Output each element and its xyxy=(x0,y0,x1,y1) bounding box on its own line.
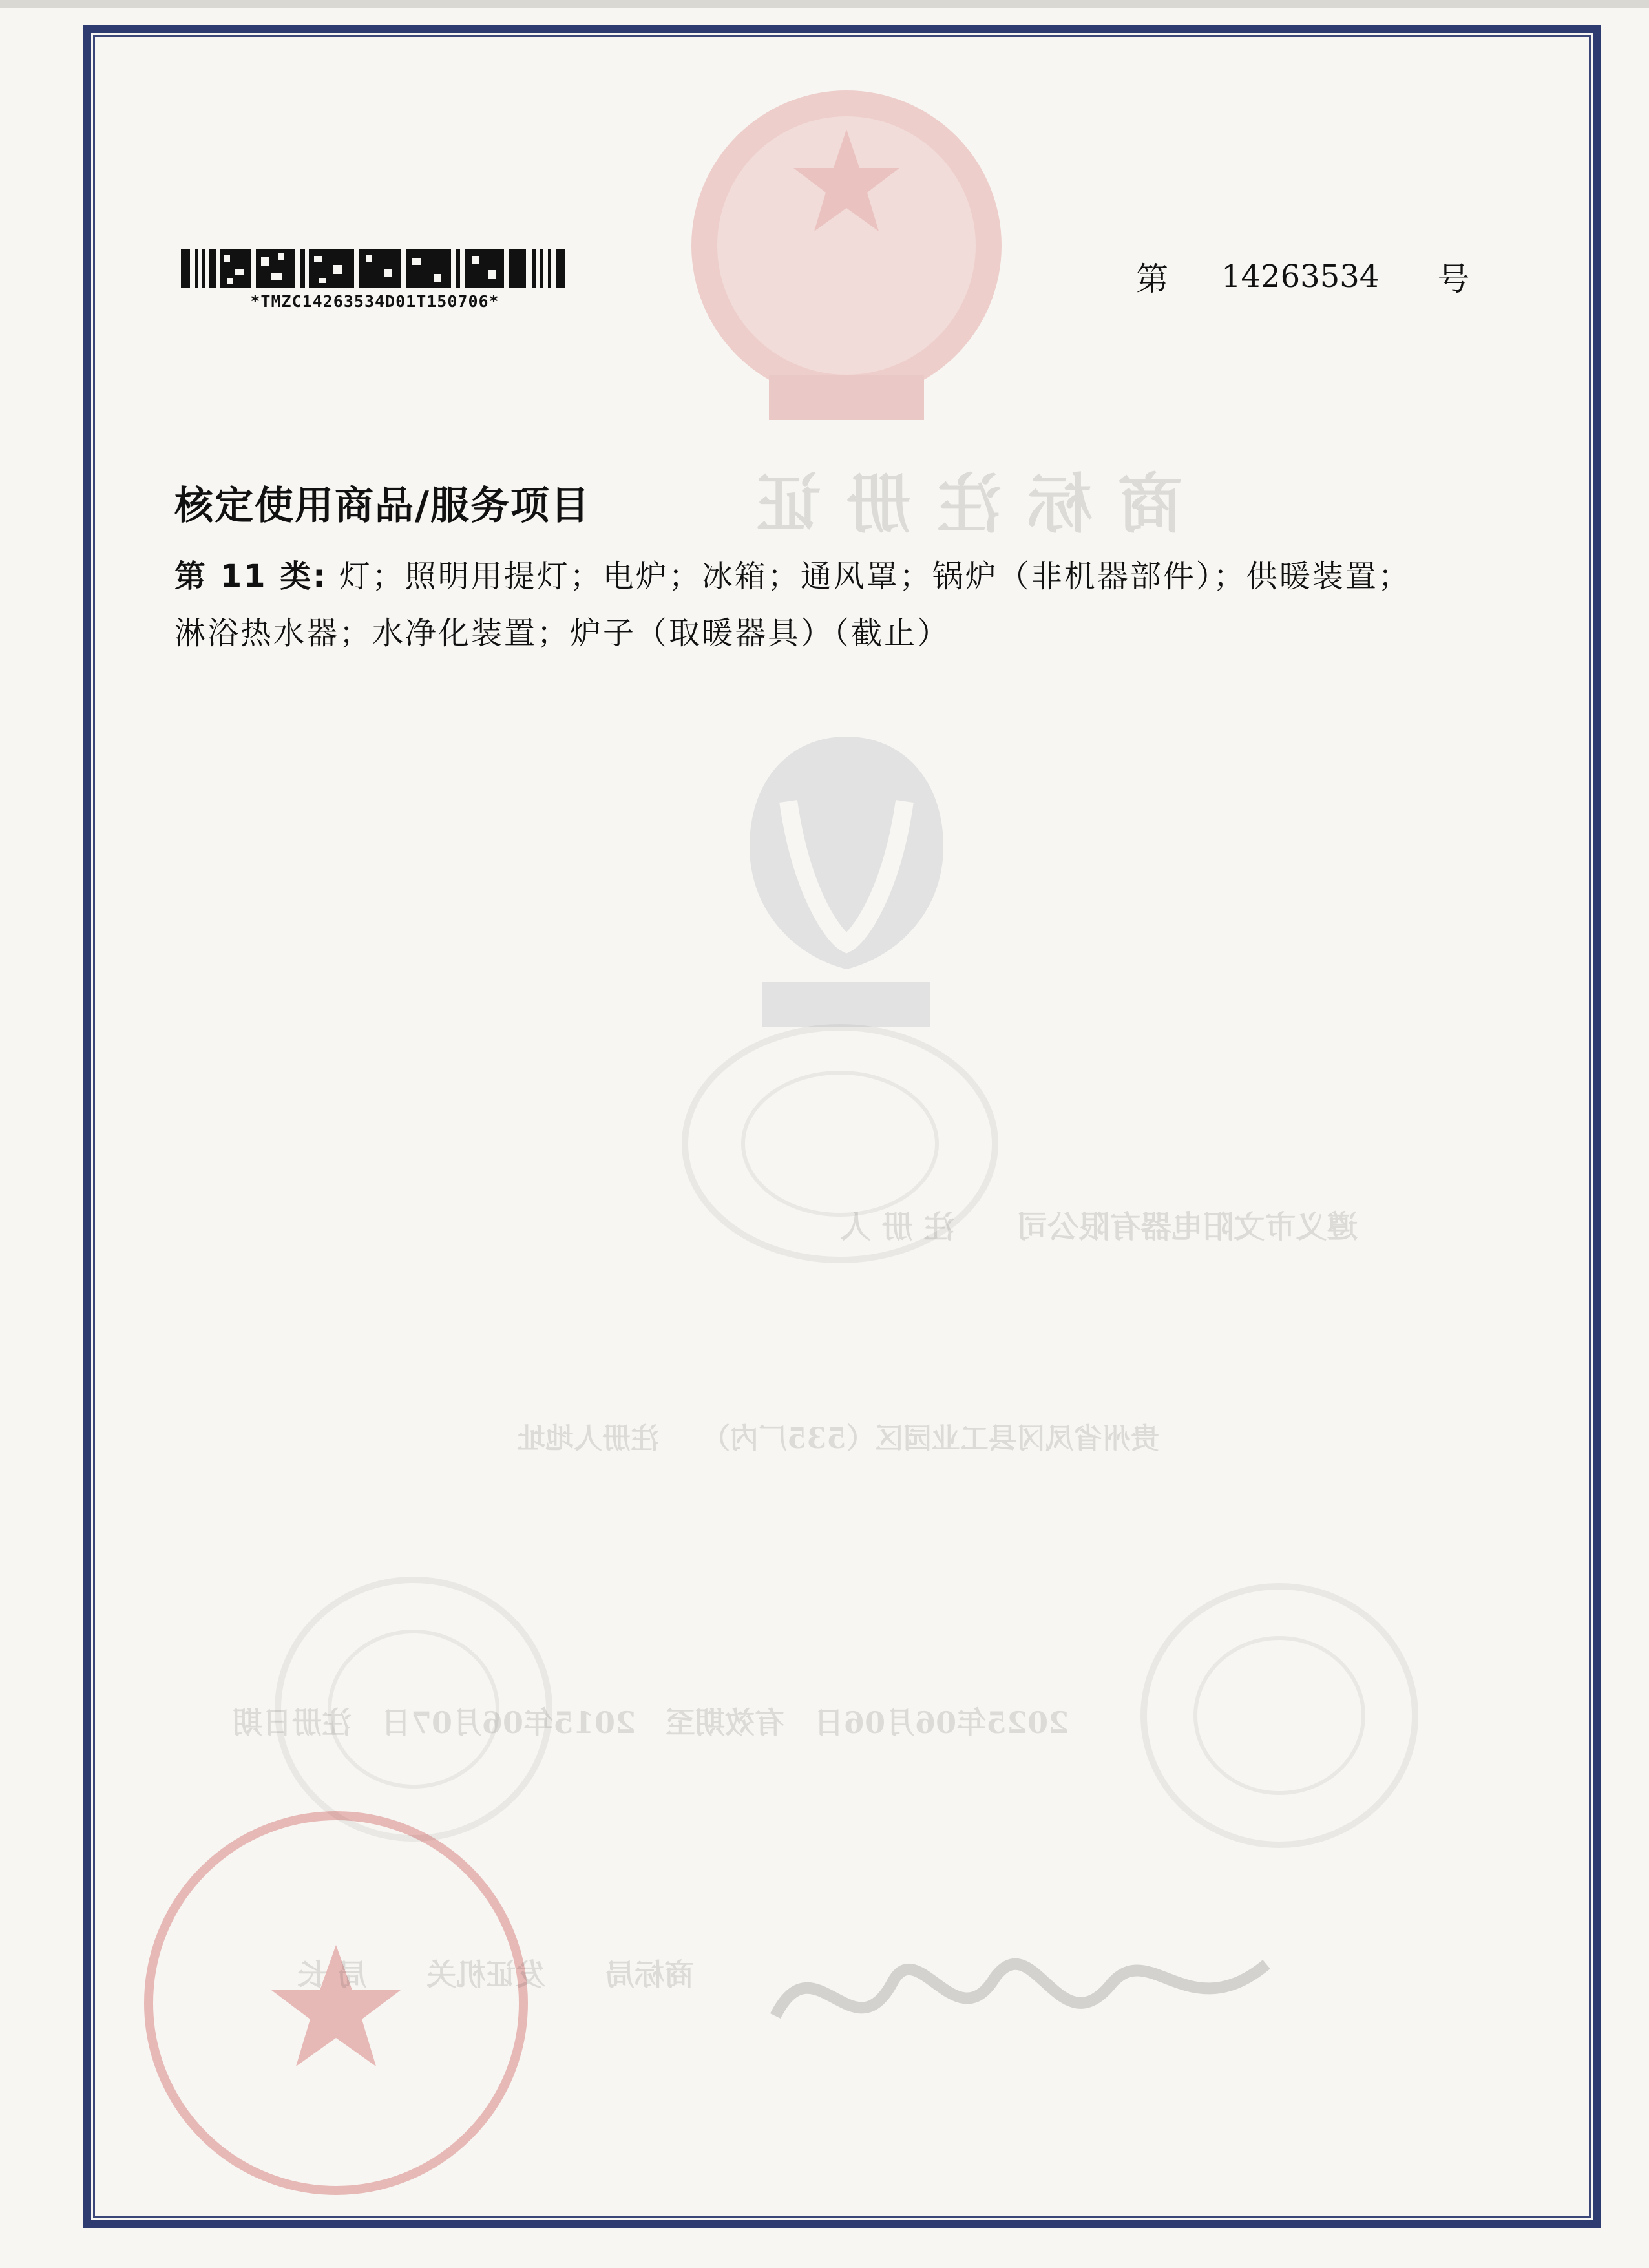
registration-number-value: 14263534 xyxy=(1221,258,1380,295)
certificate-border xyxy=(83,25,1601,2228)
barcode-block xyxy=(181,249,569,311)
showthrough-title: 商标注册证 xyxy=(730,466,1182,542)
approved-goods-heading: 核定使用商品/服务项目 xyxy=(174,483,591,529)
registration-number-prefix: 第 xyxy=(1136,260,1168,298)
barcode-image xyxy=(181,249,569,288)
goods-items-line-1: 灯；照明用提灯；电炉；冰箱；通风罩；锅炉（非机器部件）；供暖装置； xyxy=(339,558,1411,594)
goods-items-line-2: 淋浴热水器；水净化装置；炉子（取暖器具）（截止） xyxy=(174,615,951,651)
registration-number-suffix: 号 xyxy=(1437,260,1470,298)
goods-list xyxy=(174,548,1525,662)
showthrough-address: 贵州省凤冈县工业园区（535厂内） 注册人地址 xyxy=(516,1422,1159,1455)
showthrough-dates: 2025年06月06日 有效期至 2015年06月07日 注册日期 xyxy=(233,1705,1069,1740)
goods-line-1 xyxy=(174,548,1525,605)
paper-edge xyxy=(0,0,1649,8)
showthrough-registrant: 遵义市文阳电器有限公司 注 册 人 xyxy=(840,1209,1358,1245)
barcode-code: *TMZC14263534D01T150706* xyxy=(250,292,499,311)
showthrough-issuer: 商标局 发证机关 局 长 xyxy=(297,1957,695,1992)
registration-number xyxy=(1136,253,1498,300)
goods-class-label: 第 11 类: xyxy=(174,558,328,594)
